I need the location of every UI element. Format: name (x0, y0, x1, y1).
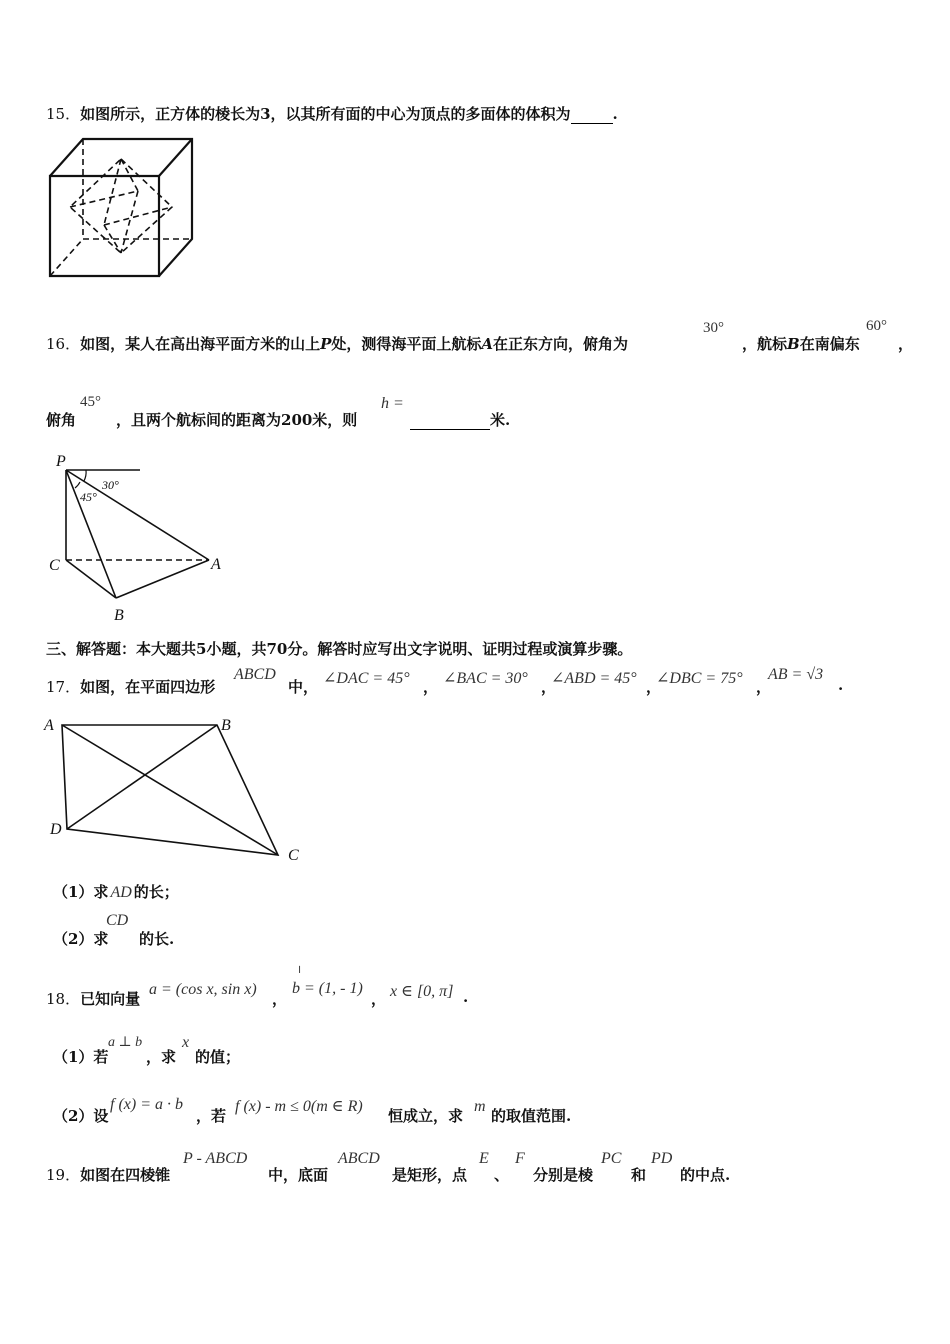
q16-line1 (46, 333, 628, 354)
q16-line2-end (410, 409, 510, 430)
q19-point-e: E (479, 1150, 489, 1167)
q19-mid1: 中，底面 (268, 1166, 329, 1184)
q17-cond-abd: ∠ABD = 45° (551, 670, 637, 687)
q15-cube-figure (44, 136, 200, 280)
q18-sub2-end: 的取值范围. (491, 1107, 572, 1125)
q17-sep2: ， (541, 678, 557, 696)
q17-sub2-var: CD (106, 912, 129, 929)
q15-answer-blank (571, 105, 613, 124)
q18-vector-b: b = (1, - 1) (292, 980, 363, 997)
q18-sub1-var: x (182, 1034, 190, 1051)
q18-end: . (463, 988, 469, 1006)
q17-fig-label-c: C (288, 847, 299, 864)
q17-sub1 (53, 881, 179, 902)
q17-end: . (838, 676, 844, 694)
q16-part4: ，航标 (742, 335, 788, 353)
q17-start (46, 676, 215, 697)
q17-sep3: ， (646, 678, 662, 696)
q18-x-domain: x ∈ [0, π] (390, 983, 454, 1000)
q16-fig-label-b: B (114, 607, 124, 624)
q15-text: 如图所示，正方体的棱长为3，以其所有面的中心为顶点的多面体的体积为 (80, 105, 571, 123)
q18-sub1-cond: a ⊥ b (108, 1035, 143, 1050)
q18-sub1-label: （1）若 (53, 1048, 109, 1066)
q18-sub2-mid: ，若 (196, 1107, 227, 1125)
q16-number: 16． (46, 335, 81, 353)
section3-heading: 三、解答题：本大题共5小题，共70分。解答时应写出文字说明、证明过程或演算步骤。 (46, 640, 633, 658)
q19-pyramid: P - ABCD (183, 1150, 248, 1167)
q16-fig-label-a: A (211, 556, 221, 573)
q18-sep1: ， (272, 990, 288, 1008)
q18-sub2-label: （2）设 (53, 1107, 109, 1125)
q16-point-p: P (320, 335, 332, 353)
q17-sub2-start: （2）求 (53, 930, 109, 948)
q16-part1: 如图，某人在高出海平面方米的山上 (80, 335, 321, 353)
q19-number: 19． (46, 1166, 81, 1184)
q16-part5: 在南偏东 (799, 335, 860, 353)
q16-part3: 在正东方向，俯角为 (493, 335, 629, 353)
q19-start (46, 1164, 170, 1185)
q17-text: 如图，在平面四边形 (80, 678, 216, 696)
q16-part2: 处，测得海平面上航标 (331, 335, 482, 353)
q17-number: 17． (46, 678, 81, 696)
q18-sub1-mid: ，求 (146, 1048, 177, 1066)
q19-end: 的中点. (680, 1166, 731, 1184)
q19-text: 如图在四棱锥 (80, 1166, 171, 1184)
q18-vector-arrow-icon: ╵ (296, 966, 304, 980)
q19-and: 和 (631, 1166, 647, 1184)
q17-cond-bac: ∠BAC = 30° (443, 670, 528, 687)
q17-fig-label-a: A (44, 717, 54, 734)
q19-edge-pd: PD (651, 1150, 673, 1167)
q19-mid3: 分别是棱 (533, 1166, 594, 1184)
q16-h-expr: h = (381, 395, 404, 412)
q17-fig-label-d: D (50, 821, 62, 838)
q19-edge-pc: PC (601, 1150, 622, 1167)
q16-line2-start: 俯角 (46, 411, 77, 429)
q18-sub2-f: f (x) = a · b (110, 1096, 183, 1113)
q17-fig-label-b: B (221, 717, 231, 734)
q18-sep2: ， (371, 990, 387, 1008)
q16-point-b: B (787, 335, 800, 353)
q16-fig-angle-45: 45° (80, 490, 97, 504)
q19-mid2: 是矩形，点 (392, 1166, 468, 1184)
diagonal-bd (67, 725, 217, 829)
q18-start (46, 988, 140, 1009)
q16-answer-blank (410, 411, 490, 430)
q16-figure (44, 450, 244, 628)
q16-fig-label-p: P (56, 453, 66, 470)
q18-sub2-var: m (474, 1098, 486, 1115)
q15-line (46, 103, 618, 124)
q19-point-f: F (515, 1150, 525, 1167)
q17-sep4: ， (756, 678, 772, 696)
q17-sep1: ， (423, 678, 439, 696)
q15-end: . (612, 105, 618, 123)
q16-fig-angle-30: 30° (102, 478, 119, 492)
q17-cond-ab: AB = √3 (768, 666, 824, 683)
q18-sub2-mid2: 恒成立，求 (388, 1107, 464, 1125)
q19-sep: 、 (494, 1166, 510, 1184)
q17-cond-dac: ∠DAC = 45° (323, 670, 410, 687)
q16-line2-mid: ，且两个航标间的距离为200米，则 (116, 411, 358, 429)
q19-base: ABCD (338, 1150, 380, 1167)
q16-angle-45: 45° (80, 394, 101, 410)
q16-line1b (742, 333, 860, 354)
diagonal-ac (62, 725, 278, 855)
q15-number: 15． (46, 105, 81, 123)
q18-sub2-ineq: f (x) - m ≤ 0(m ∈ R) (235, 1098, 363, 1115)
q17-figure (40, 712, 310, 867)
q16-angle-30: 30° (703, 320, 724, 336)
q16-line2-end-text: 米. (490, 411, 511, 429)
q17-sub1-end: 的长； (133, 883, 179, 901)
q17-quad: ABCD (234, 666, 276, 683)
q18-number: 18． (46, 990, 81, 1008)
q16-fig-label-c: C (49, 557, 60, 574)
q18-text: 已知向量 (80, 990, 141, 1008)
q17-sub1-var: AD (110, 884, 132, 901)
q16-angle-60: 60° (866, 318, 887, 334)
q17-sub1-label: （1）求 (53, 883, 109, 901)
q18-sub1-end: 的值； (195, 1048, 241, 1066)
q16-comma: ， (898, 335, 914, 353)
q16-point-a: A (481, 335, 494, 353)
q18-vector-a: a = (cos x, sin x) (149, 981, 257, 998)
q17-sub2-end: 的长. (139, 930, 175, 948)
q17-cond-dbc: ∠DBC = 75° (656, 670, 743, 687)
q17-mid: 中， (288, 678, 319, 696)
